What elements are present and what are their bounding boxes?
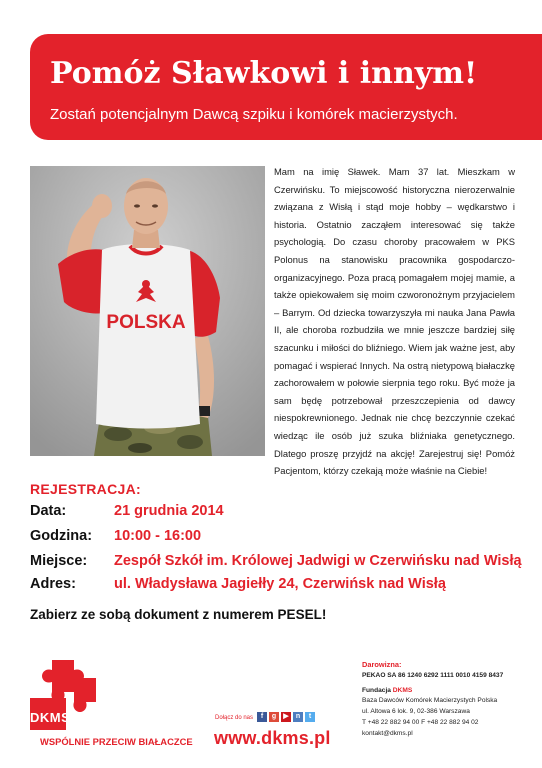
foundation-brand: DKMS: [392, 686, 413, 694]
info-value: 10:00 - 16:00: [114, 528, 202, 544]
info-label: Data:: [30, 503, 67, 519]
page-subtitle: Zostań potencjalnym Dawcą szpiku i komórek macierzystych.: [50, 106, 458, 123]
foundation-email[interactable]: kontakt@dkms.pl: [362, 729, 413, 737]
patient-story: Mam na imię Sławek. Mam 37 lat. Mieszkam w Czerwińsku. To miejscowość historyczna nierozerwalnie związana z Wisłą i stąd moje hobby – wędkarstwo i historia. Ostatnio zacząłem interesować się także psychologią. Do czasu choroby pracowałem w PKS Polonus na stanowisku pracownika gospodarczo-organizacyjnego. Poza pracą pomagałem mojej mamie, a także opiekowałem się moim czworonożnym przyjacielem – Barrym. Od dziecka towarzyszyła mi nauka Jana Pawła II, ale choroba rozbudziła we mnie jeszcze bardziej siłę szacunku i miłości do bliźniego. Wiem jak ważne jest, aby pomagać i wspierać Innych. Na ostrą nietypową białaczkę zachorowałem w połowie sierpnia tego roku. Być może ja sam będę potrzebował przeszczepienia od dawcy niespokrewnionego. Jednak nie chcę bezczynnie czekać wiedząc ile osób już szuka bliźniaka genetycznego. Dlatego proszę przyjdź na akcję! Zarejestruj się! Pomóż Pacjentom, którzy czekają może właśnie na Ciebie!: [274, 166, 515, 477]
registration-heading: REJESTRACJA:: [30, 481, 141, 497]
nk-icon[interactable]: n: [293, 712, 303, 722]
info-label: Godzina:: [30, 528, 93, 544]
youtube-icon[interactable]: ▶: [281, 712, 291, 722]
patient-photo: [30, 166, 265, 456]
dkms-logo: [30, 658, 210, 758]
donation-label: Darowizna:: [362, 660, 402, 669]
info-value: Zespół Szkół im. Królowej Jadwigi w Czerwińsku nad Wisłą: [114, 553, 522, 569]
foundation-line: [362, 686, 540, 697]
info-value: ul. Władysława Jagiełły 24, Czerwińsk nad Wisłą: [114, 576, 446, 592]
bank-account: PEKAO SA 86 1240 6292 1111 0010 4159 8437: [362, 671, 504, 679]
logo-slogan: WSPÓLNIE PRZECIW BIAŁACZCE: [40, 736, 193, 747]
info-label: Adres:: [30, 576, 76, 592]
foundation-phone: T +48 22 882 94 00 F +48 22 882 94 02: [362, 718, 479, 726]
pesel-note: Zabierz ze sobą dokument z numerem PESEL!: [30, 607, 327, 622]
logo-name: DKMS: [30, 710, 71, 725]
info-label: Miejsce:: [30, 553, 88, 569]
shirt-text: POLSKA: [106, 312, 186, 333]
info-value: 21 grudnia 2014: [114, 503, 224, 519]
google-plus-icon[interactable]: g: [269, 712, 279, 722]
join-us-label: Dołącz do nas: [215, 715, 254, 721]
header-banner: [30, 34, 542, 140]
twitter-icon[interactable]: t: [305, 712, 315, 722]
foundation-label: Fundacja: [362, 686, 391, 694]
patient-photo-illustration: [30, 166, 265, 456]
facebook-icon[interactable]: f: [257, 712, 267, 722]
website-link[interactable]: www.dkms.pl: [214, 728, 331, 748]
foundation-name: Baza Dawców Komórek Macierzystych Polska: [362, 697, 498, 705]
donation-info: [362, 660, 540, 740]
page-title: Pomóż Sławkowi i innym!: [50, 56, 478, 91]
foundation-address: ul. Altowa 6 lok. 9, 02-386 Warszawa: [362, 708, 470, 716]
